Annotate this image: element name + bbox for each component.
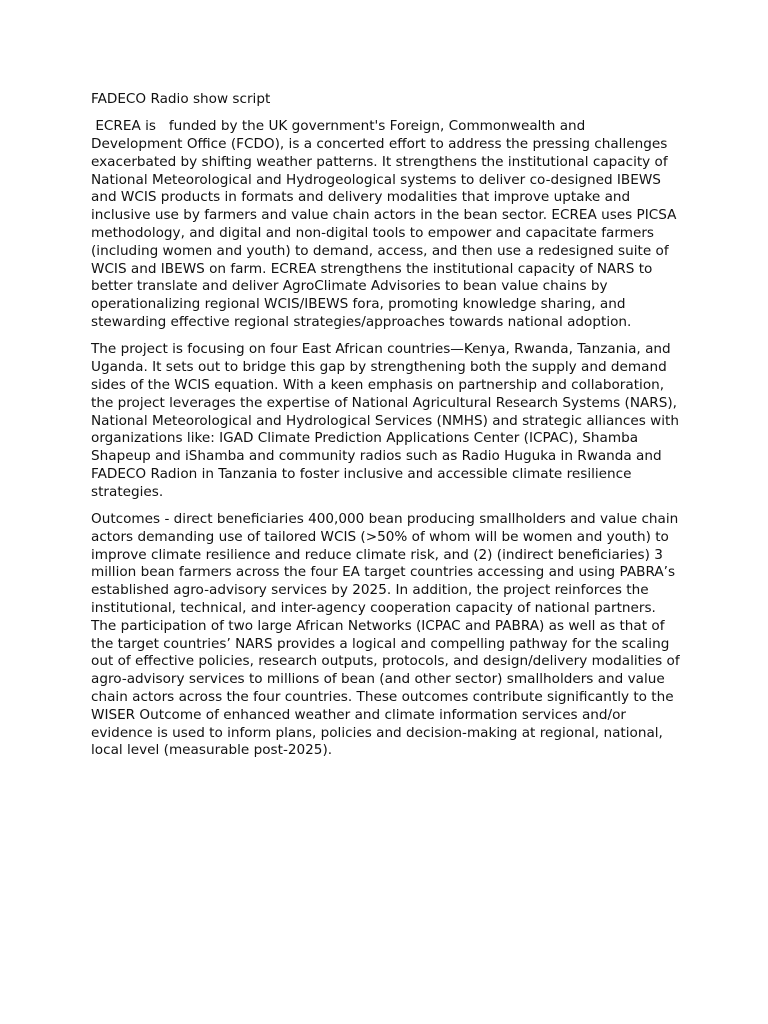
paragraph-ecrea-overview: ECREA is funded by the UK government's Foreign, Commonwealth and Development Office (FCDO), is a concerted effort to address the pressing challenges exacerbated by shifting weather patterns. It strengthens the institutional capacity of National Meteorological and Hydrogeological systems to deliver co-designed IBEWS and WCIS products in formats and delivery modalities that improve uptake and inclusive use by farmers and value chain actors in the bean sector. ECREA uses PICSA methodology, and digital and non-digital tools to empower and capacitate farmers (including women and youth) to demand, access, and then use a redesigned suite of WCIS and IBEWS on farm. ECREA strengthens the institutional capacity of NARS to better translate and deliver AgroClimate Advisories to bean value chains by operationalizing regional WCIS/IBEWS fora, promoting knowledge sharing, and stewarding effective regional strategies/approaches towards national adoption. (91, 118, 681, 331)
document-page (91, 91, 684, 770)
document-title: FADECO Radio show script (91, 91, 271, 107)
paragraph-outcomes: Outcomes - direct beneficiaries 400,000 bean producing smallholders and value chain actors demanding use of tailored WCIS (>50% of whom will be women and youth) to improve climate resilience and reduce climate risk, and (2) (indirect beneficiaries) 3 million bean farmers across the four EA target countries accessing and using PABRA’s established agro-advisory services by 2025. In addition, the project reinforces the institutional, technical, and inter-agency cooperation capacity of national partners. The participation of two large African Networks (ICPAC and PABRA) as well as that of the target countries’ NARS provides a logical and compelling pathway for the scaling out of effective policies, research outputs, protocols, and design/delivery modalities of agro-advisory services to millions of bean (and other sector) smallholders and value chain actors across the four countries. These outcomes contribute significantly to the WISER Outcome of enhanced weather and climate information services and/or evidence is used to inform plans, policies and decision-making at regional, national, local level (measurable post-2025). (91, 511, 684, 759)
paragraph-project-focus: The project is focusing on four East African countries—Kenya, Rwanda, Tanzania, and Uganda. It sets out to bridge this gap by strengthening both the supply and demand sides of the WCIS equation. With a keen emphasis on partnership and collaboration, the project leverages the expertise of National Agricultural Research Systems (NARS), National Meteorological and Hydrological Services (NMHS) and strategic alliances with organizations like: IGAD Climate Prediction Applications Center (ICPAC), Shamba Shapeup and iShamba and community radios such as Radio Huguka in Rwanda and FADECO Radion in Tanzania to foster inclusive and accessible climate resilience strategies. (91, 341, 684, 500)
